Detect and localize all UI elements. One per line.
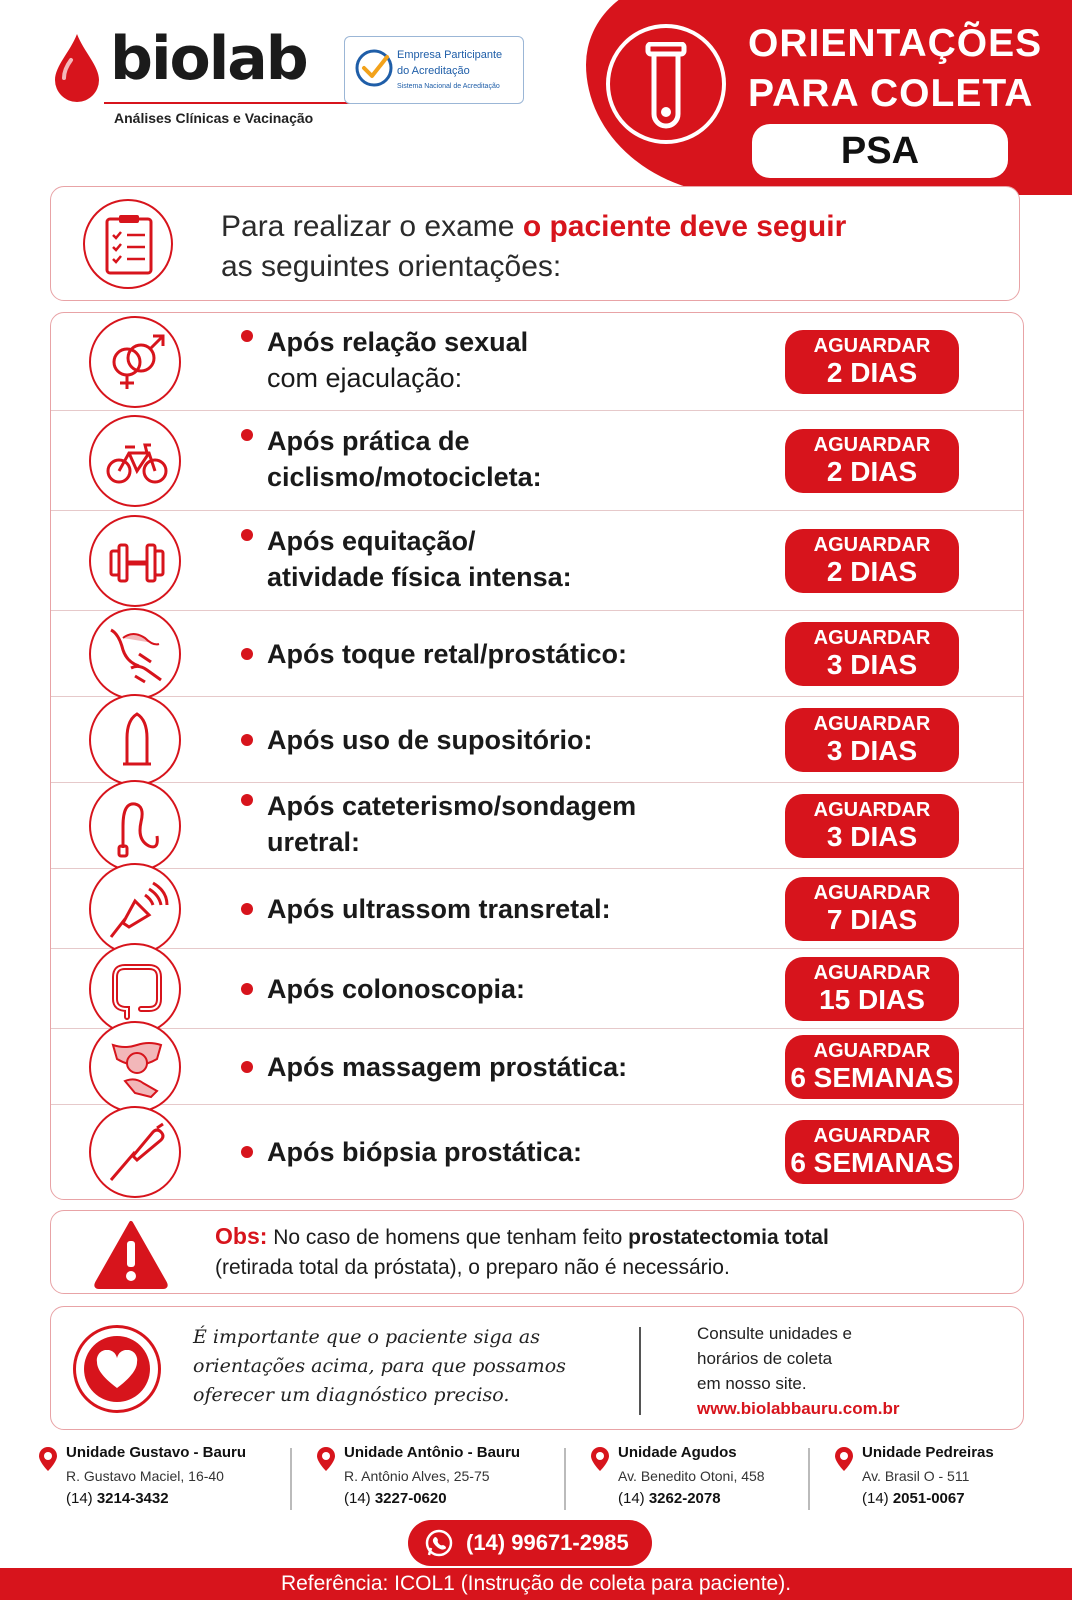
instruction-label xyxy=(267,1049,627,1085)
test-tube-badge xyxy=(606,24,726,144)
unit-phone-number: 3262-2078 xyxy=(648,1490,721,1507)
unit-divider xyxy=(290,1448,292,1510)
rectal-exam-badge xyxy=(89,608,181,700)
accreditation-line1: Empresa Participante xyxy=(397,49,503,61)
wait-value: 3 DIAS xyxy=(826,649,918,680)
wait-badge xyxy=(785,330,959,394)
instruction-label xyxy=(267,423,542,495)
blood-drop-icon xyxy=(52,32,102,102)
wait-badge xyxy=(785,529,959,593)
warning-icon xyxy=(93,1219,169,1289)
unit-phone[interactable] xyxy=(344,1490,447,1507)
wait-badge xyxy=(785,794,959,858)
instruction-line2: com ejaculação: xyxy=(267,363,463,393)
wait-label: AGUARDAR xyxy=(813,627,931,649)
wait-value: 6 SEMANAS xyxy=(790,1062,954,1093)
instruction-row xyxy=(51,1029,1023,1105)
unit-phone[interactable] xyxy=(66,1490,169,1507)
quote-line3: oferecer um diagnóstico preciso. xyxy=(193,1384,510,1406)
wait-badge xyxy=(785,957,959,1021)
clipboard-badge xyxy=(83,199,173,289)
wait-value: 6 SEMANAS xyxy=(790,1147,954,1178)
intro-text-before: Para realizar o exame xyxy=(221,210,523,243)
instruction-line1: Após cateterismo/sondagem xyxy=(267,791,637,821)
wait-badge xyxy=(785,1035,959,1099)
unit-name: Unidade Agudos xyxy=(618,1444,737,1461)
instruction-label xyxy=(267,523,572,595)
website-link[interactable]: www.biolabbauru.com.br xyxy=(697,1399,900,1418)
bullet xyxy=(241,1146,253,1158)
bullet xyxy=(241,1061,253,1073)
unit-phone-number: 3227-0620 xyxy=(374,1490,447,1507)
exam-name: PSA xyxy=(752,124,1008,178)
location-pin-icon xyxy=(590,1446,610,1472)
instruction-label xyxy=(267,788,636,860)
instructions-list xyxy=(50,312,1024,1200)
wait-label: AGUARDAR xyxy=(813,534,931,556)
location-pin-icon xyxy=(834,1446,854,1472)
wait-badge xyxy=(785,1120,959,1184)
unit-phone-number: 2051-0067 xyxy=(892,1490,965,1507)
unit-name: Unidade Pedreiras xyxy=(862,1444,994,1461)
instruction-line2: atividade física intensa: xyxy=(267,562,572,592)
wait-label: AGUARDAR xyxy=(813,1040,931,1062)
instruction-line1: Após relação sexual xyxy=(267,327,529,357)
instruction-row xyxy=(51,611,1023,697)
quote-line2: orientações acima, para que possamos xyxy=(193,1355,566,1377)
biolab-logo xyxy=(52,24,322,130)
accreditation-line2: do Acreditação xyxy=(397,65,470,77)
footer-reference: Referência: ICOL1 (Instrução de coleta para paciente). xyxy=(0,1568,1072,1600)
heart-badge xyxy=(73,1325,161,1413)
bullet xyxy=(241,983,253,995)
unit-divider xyxy=(808,1448,810,1510)
instruction-line1: Após uso de supositório: xyxy=(267,725,593,755)
unit-phone-number: 3214-3432 xyxy=(96,1490,169,1507)
instruction-row xyxy=(51,949,1023,1029)
instruction-row xyxy=(51,869,1023,949)
location-pin-icon xyxy=(316,1446,336,1472)
quote-line1: É importante que o paciente siga as xyxy=(193,1326,541,1348)
consult-line1: Consulte unidades e xyxy=(697,1324,853,1343)
unit-address: Av. Benedito Otoni, 458 xyxy=(618,1468,765,1484)
instruction-row xyxy=(51,783,1023,869)
logo-underline xyxy=(104,102,369,104)
instruction-row xyxy=(51,411,1023,511)
wait-label: AGUARDAR xyxy=(813,713,931,735)
ultrasound-badge xyxy=(89,863,181,955)
instruction-row xyxy=(51,1105,1023,1199)
accreditation-check-icon xyxy=(353,47,395,89)
accreditation-seal xyxy=(344,36,524,104)
observation-text-bold: prostatectomia total xyxy=(628,1226,829,1249)
wait-value: 15 DIAS xyxy=(819,984,925,1015)
unit-name: Unidade Gustavo - Bauru xyxy=(66,1444,247,1461)
wait-value: 7 DIAS xyxy=(826,904,918,935)
instruction-line1: Após toque retal/prostático: xyxy=(267,639,628,669)
wait-badge xyxy=(785,622,959,686)
consult-text xyxy=(697,1321,899,1421)
intro-text-highlight: o paciente deve seguir xyxy=(522,210,847,243)
wait-badge xyxy=(785,877,959,941)
units-bar xyxy=(38,1444,1038,1514)
wait-badge xyxy=(785,429,959,493)
unit-phone-ddd: (14) xyxy=(862,1490,893,1507)
instruction-label xyxy=(267,636,627,672)
unit-address: R. Antônio Alves, 25-75 xyxy=(344,1468,490,1484)
wait-value: 3 DIAS xyxy=(826,821,918,852)
instruction-line1: Após colonoscopia: xyxy=(267,974,526,1004)
location-pin-icon xyxy=(38,1446,58,1472)
importance-quote xyxy=(193,1323,566,1410)
instruction-line1: Após massagem prostática: xyxy=(267,1052,628,1082)
instruction-line1: Após biópsia prostática: xyxy=(267,1137,583,1167)
instruction-line1: Após prática de xyxy=(267,426,470,456)
wait-label: AGUARDAR xyxy=(813,434,931,456)
observation-text-before: No caso de homens que tenham feito xyxy=(267,1226,629,1249)
dumbbell-badge xyxy=(89,515,181,607)
unit-phone-ddd: (14) xyxy=(618,1490,649,1507)
banner-title-line1: ORIENTAÇÕES xyxy=(748,22,1043,65)
wait-value: 2 DIAS xyxy=(826,556,918,587)
instruction-line2: ciclismo/motocicleta: xyxy=(267,462,542,492)
instruction-label xyxy=(267,1134,582,1170)
bullet xyxy=(241,330,253,342)
wait-badge xyxy=(785,708,959,772)
instruction-label xyxy=(267,891,611,927)
instruction-label xyxy=(267,971,525,1007)
bicycle-badge xyxy=(89,415,181,507)
wait-label: AGUARDAR xyxy=(813,882,931,904)
instruction-row xyxy=(51,697,1023,783)
whatsapp-number: (14) 99671-2985 xyxy=(466,1530,629,1555)
catheter-badge xyxy=(89,780,181,872)
wait-label: AGUARDAR xyxy=(813,962,931,984)
unit-phone-ddd: (14) xyxy=(66,1490,97,1507)
bullet xyxy=(241,648,253,660)
unit-address: Av. Brasil O - 511 xyxy=(862,1468,970,1484)
unit-address: R. Gustavo Maciel, 16-40 xyxy=(66,1468,224,1484)
bullet xyxy=(241,529,253,541)
consult-line3: em nosso site. xyxy=(697,1374,807,1393)
unit-divider xyxy=(564,1448,566,1510)
wait-label: AGUARDAR xyxy=(813,1125,931,1147)
instruction-line2: uretral: xyxy=(267,827,361,857)
observation-text-line2: (retirada total da próstata), o preparo não é necessário. xyxy=(215,1256,730,1279)
unit-name: Unidade Antônio - Bauru xyxy=(344,1444,521,1461)
test-tube-icon xyxy=(634,42,698,132)
instruction-line1: Após equitação/ xyxy=(267,526,476,556)
bullet xyxy=(241,429,253,441)
suppository-badge xyxy=(89,694,181,786)
gender-badge xyxy=(89,316,181,408)
prostate-massage-badge xyxy=(89,1021,181,1113)
bullet xyxy=(241,903,253,915)
wait-value: 3 DIAS xyxy=(826,735,918,766)
consult-line2: horários de coleta xyxy=(697,1349,833,1368)
whatsapp-button[interactable] xyxy=(408,1520,652,1566)
observation-card xyxy=(50,1210,1024,1294)
whatsapp-icon xyxy=(424,1528,454,1558)
wait-value: 2 DIAS xyxy=(826,357,918,388)
observation-label: Obs: xyxy=(215,1223,268,1249)
vertical-divider xyxy=(639,1327,641,1415)
accreditation-line3: Sistema Nacional de Acreditação xyxy=(397,83,500,90)
intro-text xyxy=(221,207,846,287)
wait-value: 2 DIAS xyxy=(826,456,918,487)
instruction-row xyxy=(51,313,1023,411)
wait-label: AGUARDAR xyxy=(813,335,931,357)
biopsy-needle-badge xyxy=(89,1106,181,1198)
intro-card xyxy=(50,186,1020,301)
bullet xyxy=(241,734,253,746)
instruction-line1: Após ultrassom transretal: xyxy=(267,894,611,924)
unit-phone[interactable] xyxy=(862,1490,965,1507)
brand-tagline: Análises Clínicas e Vacinação xyxy=(114,110,314,126)
clipboard-checklist-icon xyxy=(103,213,155,275)
instruction-row xyxy=(51,511,1023,611)
unit-phone[interactable] xyxy=(618,1490,721,1507)
intro-text-after: as seguintes orientações: xyxy=(221,250,562,283)
instruction-label xyxy=(267,324,528,396)
unit-phone-ddd: (14) xyxy=(344,1490,375,1507)
observation-text xyxy=(215,1221,829,1283)
wait-label: AGUARDAR xyxy=(813,799,931,821)
instruction-label xyxy=(267,722,593,758)
important-card xyxy=(50,1306,1024,1430)
banner-title-line2: PARA COLETA xyxy=(748,72,1034,115)
brand-name: biolab xyxy=(110,24,307,94)
heart-icon xyxy=(95,1350,139,1390)
bullet xyxy=(241,794,253,806)
